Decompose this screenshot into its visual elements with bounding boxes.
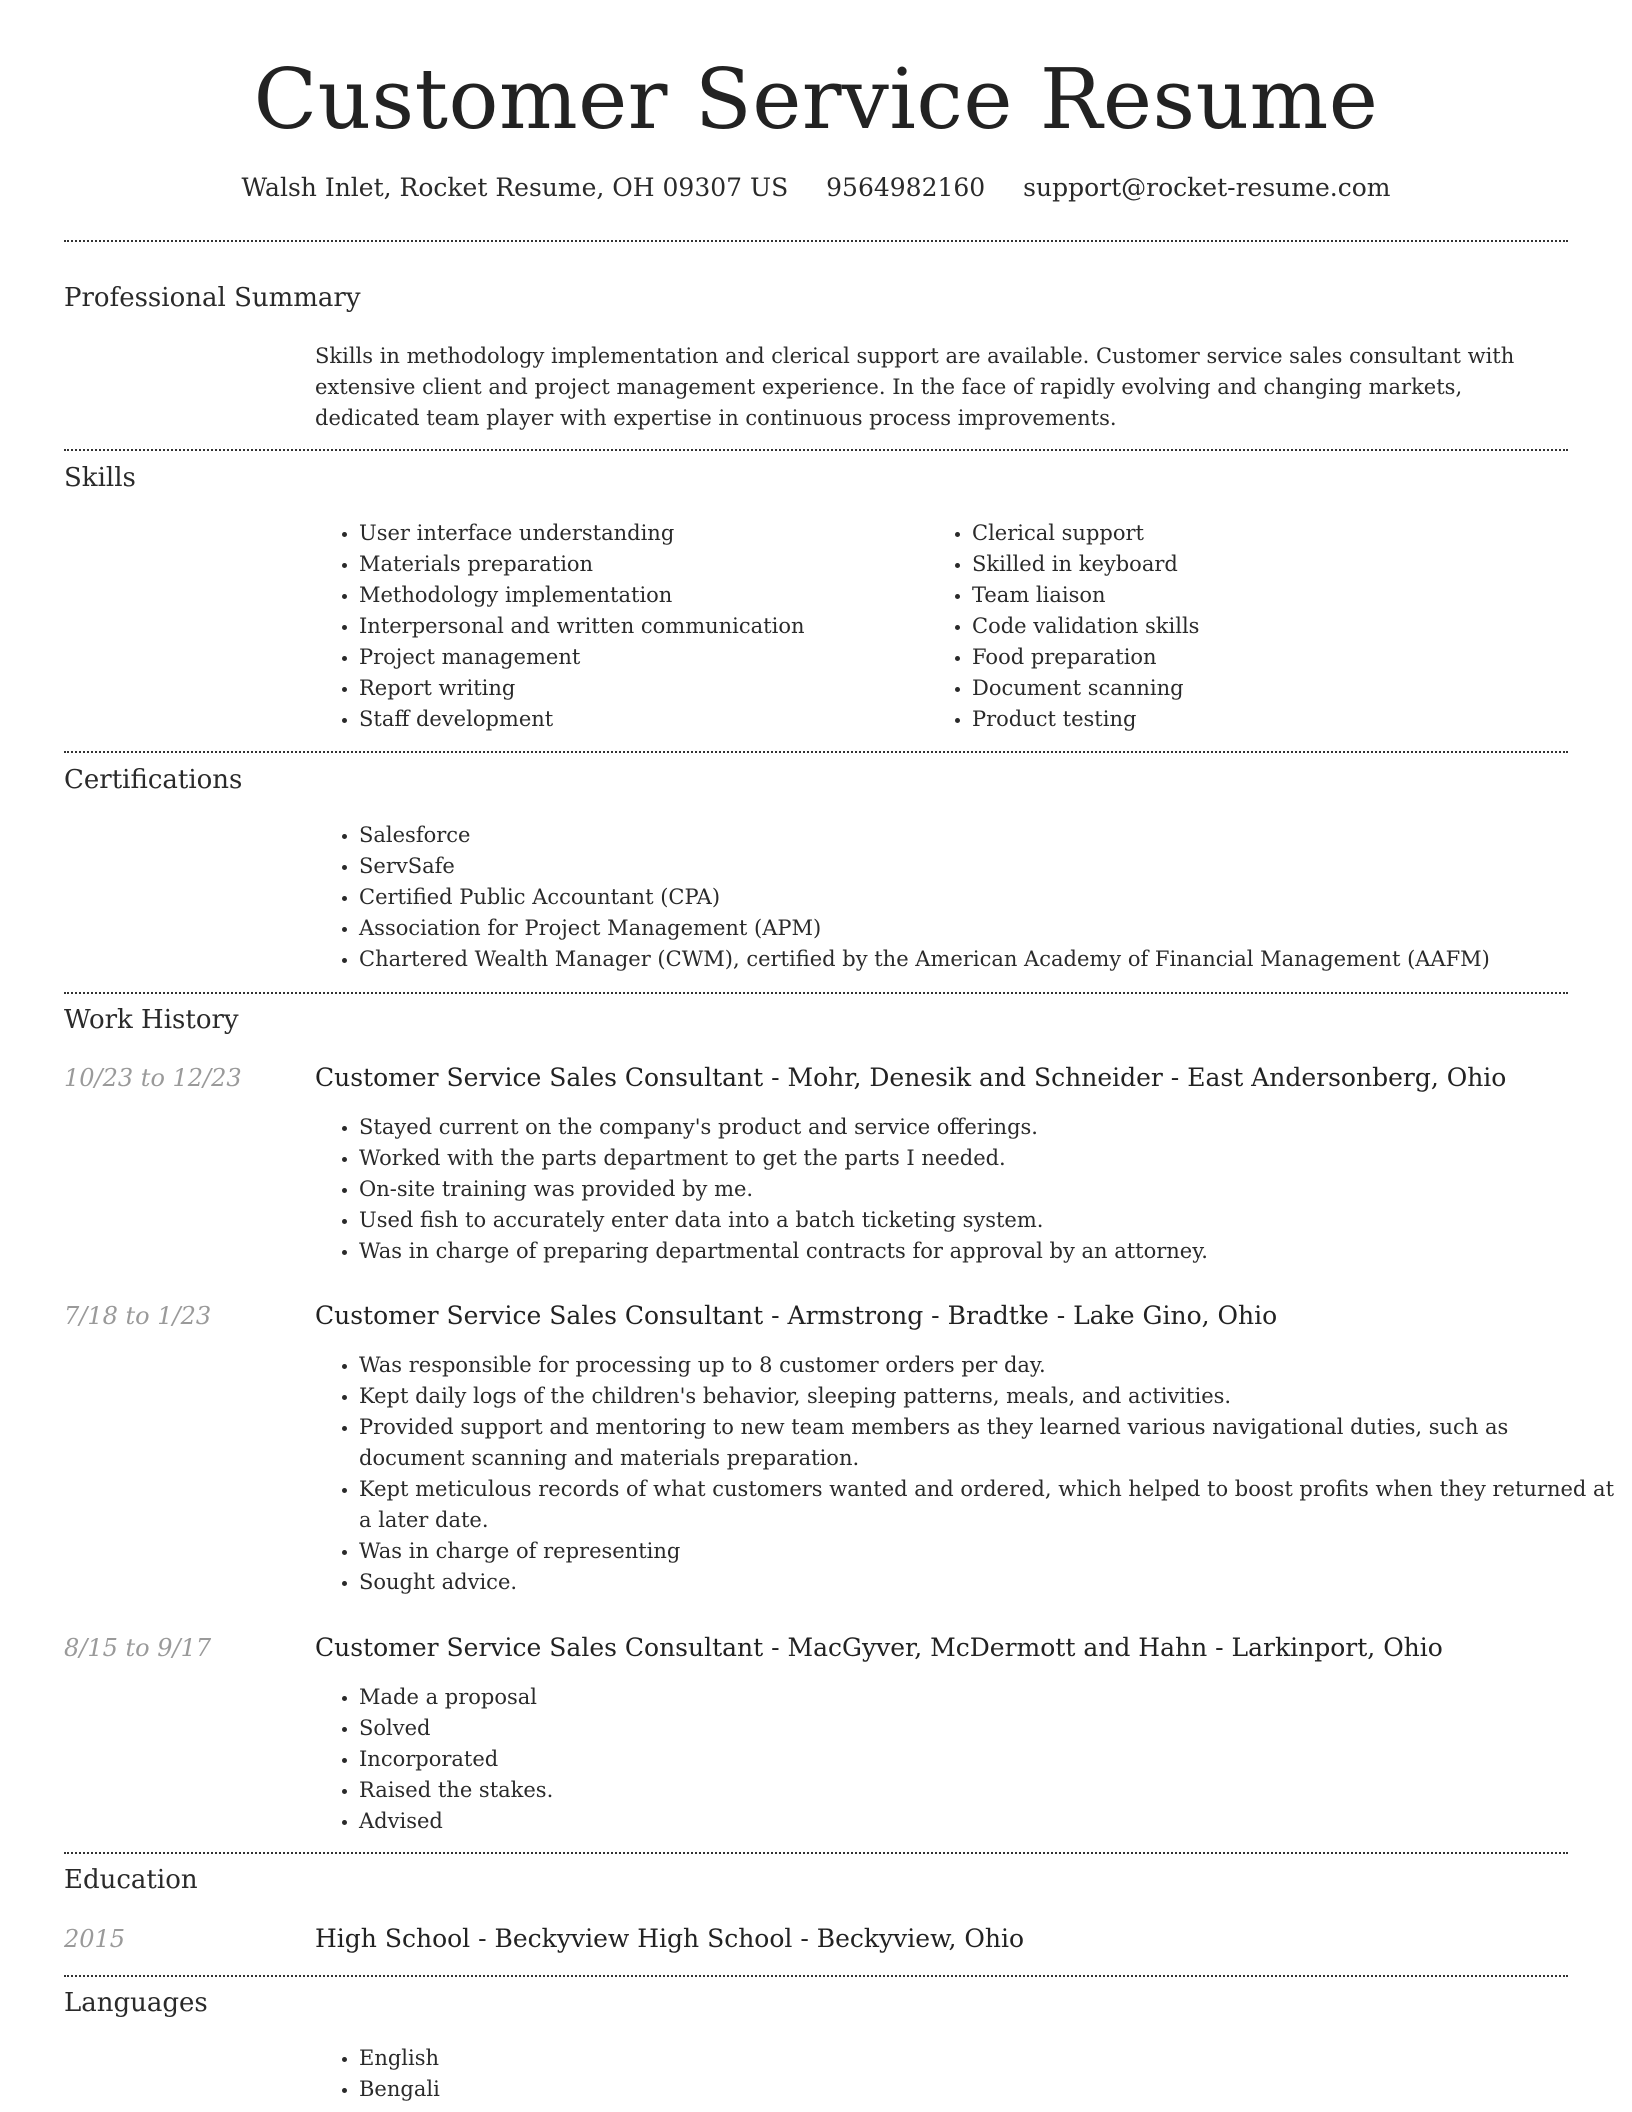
section-divider bbox=[64, 240, 1568, 242]
contact-address: Walsh Inlet, Rocket Resume, OH 09307 US bbox=[241, 173, 789, 202]
resume-name: Customer Service Resume bbox=[253, 51, 1379, 148]
job-bullets bbox=[315, 1350, 1614, 1598]
job-title: Customer Service Sales Consultant - Mohr, Denesik and Schneider - East Andersonberg, Ohio bbox=[315, 1063, 1507, 1092]
list-item: • Was responsible for processing up to 8 customer orders per day. bbox=[359, 1350, 1614, 1381]
list-item: • Chartered Wealth Manager (CWM), certified by the American Academy of Financial Management (AAFM) bbox=[359, 944, 1569, 975]
certifications-list bbox=[315, 820, 1569, 975]
skills-list-left bbox=[315, 518, 919, 735]
list-item: • Kept meticulous records of what customers wanted and ordered, which helped to boost profits when they returned at a later date. bbox=[359, 1474, 1614, 1536]
list-item: • Association for Project Management (APM) bbox=[359, 913, 1569, 944]
section-title-summary: Professional Summary bbox=[64, 283, 361, 313]
summary-text: Skills in methodology implementation and clerical support are available. Customer service sales consultant with extensive client and project management experience. In the face of rapidly evolving and changing markets, dedicated team player with expertise in continuous process improvements. bbox=[315, 344, 1515, 430]
languages-list bbox=[315, 2043, 959, 2105]
section-title-skills: Skills bbox=[64, 463, 136, 493]
list-item: • Food preparation bbox=[972, 642, 1572, 673]
contact-email: support@rocket-resume.com bbox=[1023, 173, 1391, 202]
list-item: • Solved bbox=[359, 1713, 1569, 1744]
section-divider bbox=[64, 449, 1568, 451]
list-item: • Bengali bbox=[359, 2074, 959, 2105]
job-bullets bbox=[315, 1682, 1569, 1837]
section-divider bbox=[64, 1852, 1568, 1854]
section-divider bbox=[64, 1975, 1568, 1977]
list-item: • Was in charge of representing bbox=[359, 1536, 1614, 1567]
job-dates: 10/23 to 12/23 bbox=[64, 1064, 242, 1092]
contact-phone: 9564982160 bbox=[826, 173, 986, 202]
list-item: • Kept daily logs of the children's behavior, sleeping patterns, meals, and activities. bbox=[359, 1381, 1614, 1412]
list-item: • Advised bbox=[359, 1806, 1569, 1837]
job-title: Customer Service Sales Consultant - Armstrong - Bradtke - Lake Gino, Ohio bbox=[315, 1301, 1278, 1330]
job-title: Customer Service Sales Consultant - MacGyver, McDermott and Hahn - Larkinport, Ohio bbox=[315, 1633, 1443, 1662]
list-item: • Used fish to accurately enter data into a batch ticketing system. bbox=[359, 1205, 1569, 1236]
list-item: • On-site training was provided by me. bbox=[359, 1174, 1569, 1205]
list-item: • Salesforce bbox=[359, 820, 1569, 851]
job-dates: 8/15 to 9/17 bbox=[64, 1634, 212, 1662]
list-item: • Methodology implementation bbox=[359, 580, 919, 611]
list-item: • Interpersonal and written communication bbox=[359, 611, 919, 642]
job-bullets bbox=[315, 1112, 1569, 1267]
section-title-education: Education bbox=[64, 1865, 198, 1895]
education-year: 2015 bbox=[64, 1925, 126, 1953]
list-item: • Stayed current on the company's product and service offerings. bbox=[359, 1112, 1569, 1143]
list-item: • Report writing bbox=[359, 673, 919, 704]
section-title-work-history: Work History bbox=[64, 1005, 239, 1035]
contact-line bbox=[0, 170, 1632, 206]
list-item: • Team liaison bbox=[972, 580, 1572, 611]
list-item: • Raised the stakes. bbox=[359, 1775, 1569, 1806]
list-item: • Clerical support bbox=[972, 518, 1572, 549]
list-item: • Skilled in keyboard bbox=[972, 549, 1572, 580]
list-item: • Worked with the parts department to get the parts I needed. bbox=[359, 1143, 1569, 1174]
list-item: • ServSafe bbox=[359, 851, 1569, 882]
list-item: • Staff development bbox=[359, 704, 919, 735]
section-title-certifications: Certifications bbox=[64, 765, 243, 795]
education-entry: High School - Beckyview High School - Beckyview, Ohio bbox=[315, 1924, 1025, 1953]
list-item: • Certified Public Accountant (CPA) bbox=[359, 882, 1569, 913]
list-item: • Provided support and mentoring to new team members as they learned various navigational duties, such as document scanning and materials preparation. bbox=[359, 1412, 1614, 1474]
list-item: • Incorporated bbox=[359, 1744, 1569, 1775]
list-item: • Was in charge of preparing departmental contracts for approval by an attorney. bbox=[359, 1236, 1569, 1267]
job-dates: 7/18 to 1/23 bbox=[64, 1302, 212, 1330]
list-item: • Made a proposal bbox=[359, 1682, 1569, 1713]
list-item: • English bbox=[359, 2043, 959, 2074]
section-divider bbox=[64, 751, 1568, 753]
list-item: • Sought advice. bbox=[359, 1567, 1614, 1598]
list-item: • Document scanning bbox=[972, 673, 1572, 704]
list-item: • Product testing bbox=[972, 704, 1572, 735]
section-divider bbox=[64, 992, 1568, 994]
list-item: • Code validation skills bbox=[972, 611, 1572, 642]
list-item: • Project management bbox=[359, 642, 919, 673]
section-title-languages: Languages bbox=[64, 1988, 208, 2018]
skills-list-right bbox=[928, 518, 1572, 735]
list-item: • User interface understanding bbox=[359, 518, 919, 549]
list-item: • Materials preparation bbox=[359, 549, 919, 580]
